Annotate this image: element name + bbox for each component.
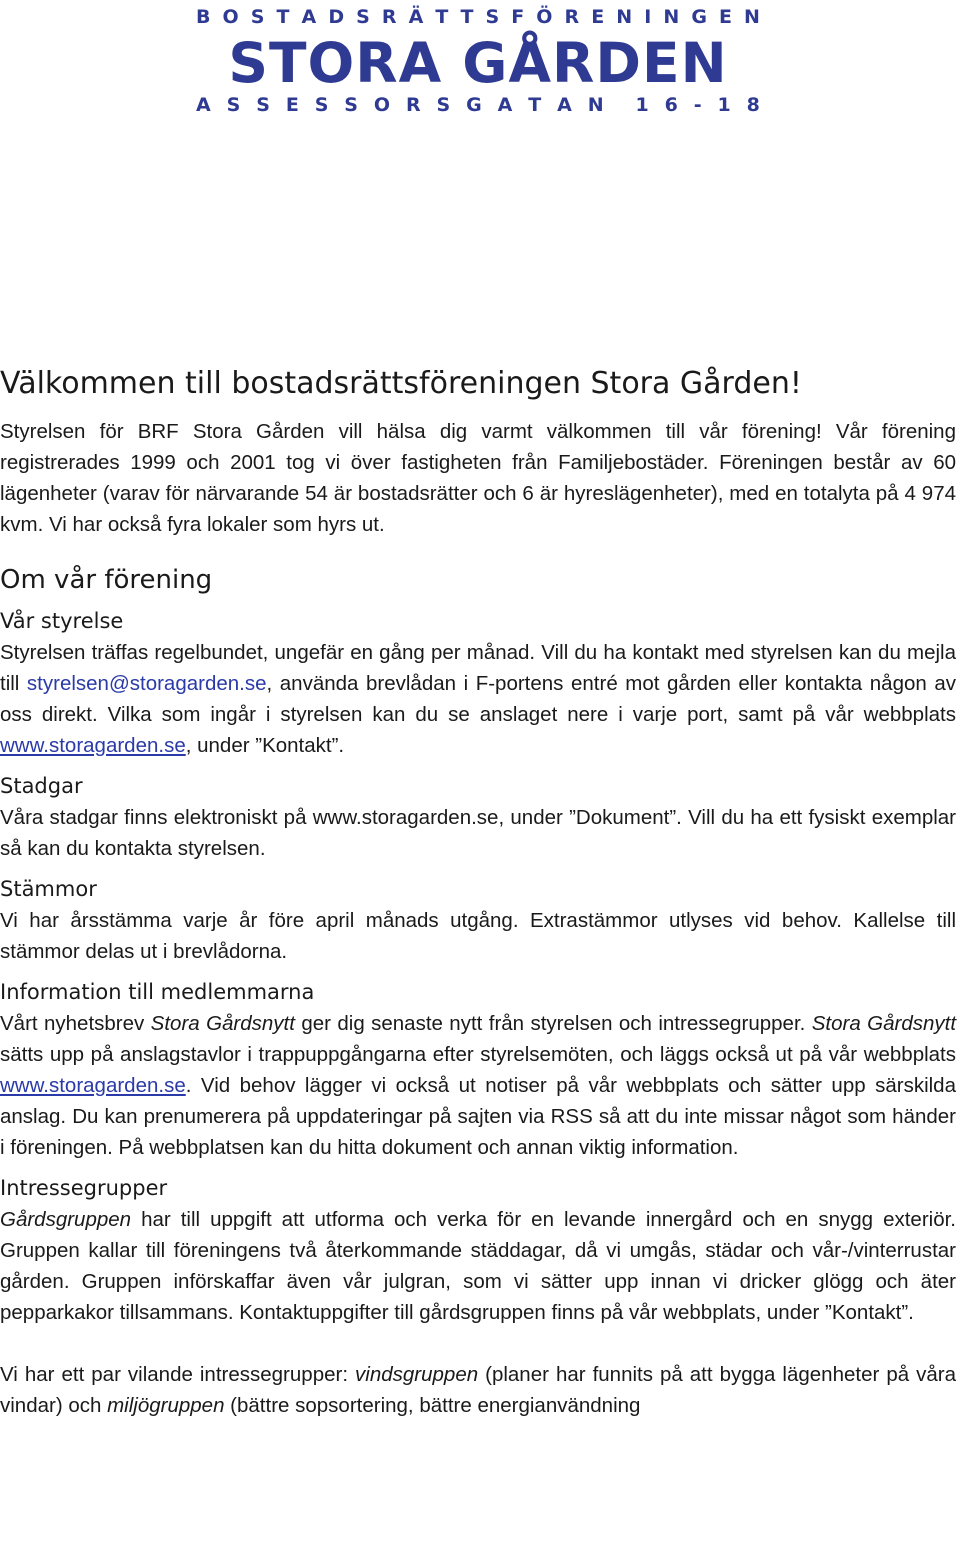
intro-paragraph: Styrelsen för BRF Stora Gården vill hälsa dig varmt välkommen till vår förening! Vår förening registrerades 1999 och 2001 tog vi över fastigheten från Familjebostäder. Föreningen består av 60 lägenheter (varav för närvarande 54 är bostadsrätter och 6 är hyreslägenheter), med en totalyta på 4 974 kvm. Vi har också fyra lokaler som hyrs ut. [0, 420, 956, 536]
miljogruppen-name: miljögruppen [107, 1394, 225, 1417]
vilande-text-1: Vi har ett par vilande intressegrupper: [0, 1363, 356, 1386]
styrelse-heading: Vår styrelse [0, 609, 124, 633]
vilande-text-2: (planer har funnits på att bygga lägenheter på våra vindar) och [0, 1363, 956, 1417]
styrelse-email[interactable]: styrelsen@storagarden.se [26, 672, 267, 695]
information-heading: Information till medlemmarna [0, 980, 315, 1004]
logo [196, 4, 760, 114]
styrelse-text-3: , under ”Kontakt”. [185, 734, 345, 757]
stammor-paragraph: Vi har årsstämma varje år före april månads utgång. Extrastämmor utlyses vid behov. Kallelse till stämmor delas ut i brevlådorna. [0, 909, 956, 963]
stadgar-paragraph: Våra stadgar finns elektroniskt på www.storagarden.se, under ”Dokument”. Vill du ha ett fysiskt exemplar så kan du kontakta styrelsen. [0, 806, 956, 860]
gardsgruppen-name: Gårdsgruppen [0, 1208, 132, 1231]
about-heading: Om vår förening [0, 565, 213, 595]
logo-main-text: STORA GÅRDEN [228, 31, 728, 95]
logo-bottom-text: A S S E S S O R S G A T A N 1 6 - 1 8 [196, 94, 760, 116]
gardsgruppen-text: har till uppgift att utforma och verka för en levande innergård och en snygg exteriör. Gruppen kallar till föreningens två återkommande städdagar, då vi umgås, städar och vår-/vinterrustar gården. Gruppen införskaffar även vår julgran, som vi sätter upp innan vi dricker glögg och äter pepparkakor tillsammans. Kontaktuppgifter till gårdsgruppen finns på vår webbplats, under ”Kontakt”. [0, 1208, 956, 1324]
website-link[interactable]: www.storagarden.se [0, 734, 186, 757]
styrelse-paragraph [0, 637, 956, 761]
info-text-3: sätts upp på anslagstavlor i trappuppgångarna efter styrelsemöten, och läggs också ut på vår webbplats [0, 1043, 956, 1066]
document-body [0, 362, 956, 1421]
styrelse-text-1: Styrelsen träffas regelbundet, ungefär en gång per månad. Vill du ha kontakt med styrelsen kan du mejla till [0, 641, 956, 695]
information-paragraph [0, 1008, 956, 1163]
website-link-2[interactable]: www.storagarden.se [0, 1074, 186, 1097]
newsletter-name: Stora Gårdsnytt [150, 1012, 295, 1035]
info-text-1: Vårt nyhetsbrev [0, 1012, 151, 1035]
vilande-text-3: (bättre sopsortering, bättre energianvändning [224, 1394, 641, 1417]
vindsgruppen-name: vindsgruppen [355, 1363, 479, 1386]
stammor-heading: Stämmor [0, 877, 97, 901]
logo-top-text: B O S T A D S R Ä T T S F Ö R E N I N G E N [196, 6, 760, 28]
page-title: Välkommen till bostadsrättsföreningen Stora Gården! [0, 366, 802, 401]
intressegrupper-paragraph-1 [0, 1204, 956, 1328]
stadgar-heading: Stadgar [0, 774, 83, 798]
intressegrupper-heading: Intressegrupper [0, 1176, 168, 1200]
info-text-4: . Vid behov lägger vi också ut notiser på vår webbplats och sätter upp särskilda anslag. Du kan prenumerera på uppdateringar på sajten via RSS så att du inte missar något som händer i föreningen. På webbplatsen kan du hitta dokument och annan viktig information. [0, 1074, 956, 1159]
styrelse-text-2: , använda brevlådan i F-portens entré mot gården eller kontakta någon av oss direkt. Vilka som ingår i styrelsen kan du se anslaget nere i varje port, samt på vår webbplats [0, 672, 956, 726]
info-text-2: ger dig senaste nytt från styrelsen och intressegrupper. [294, 1012, 812, 1035]
newsletter-name-2: Stora Gårdsnytt [811, 1012, 957, 1035]
intressegrupper-paragraph-2 [0, 1359, 956, 1421]
